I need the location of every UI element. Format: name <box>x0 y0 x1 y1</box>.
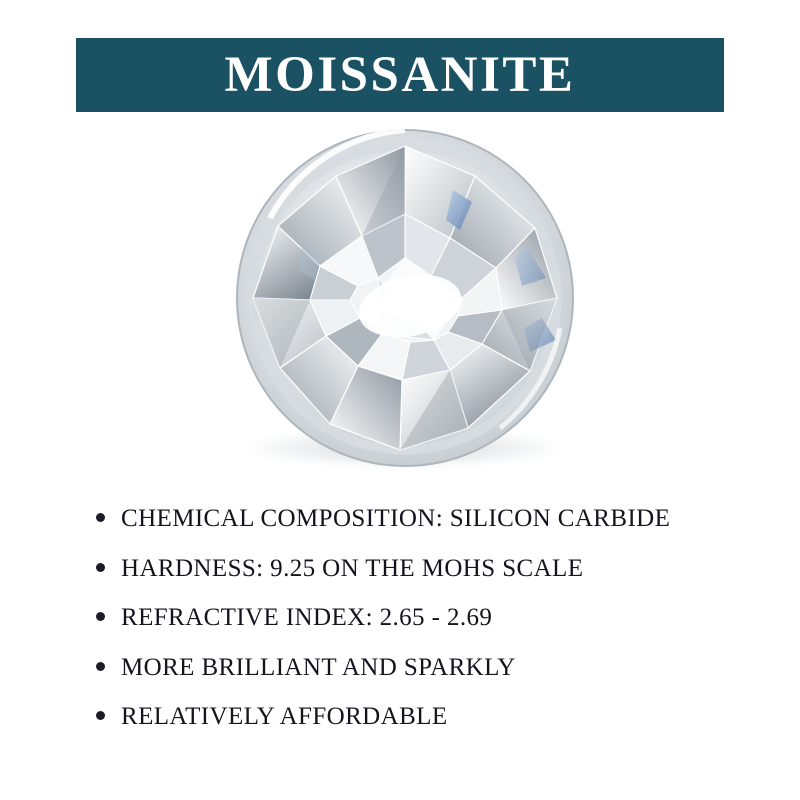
list-item <box>96 703 746 731</box>
facts-list <box>96 505 746 753</box>
bullet-dot-icon <box>96 662 105 671</box>
page-title: MOISSANITE <box>224 46 576 103</box>
list-item-label: HARDNESS: 9.25 ON THE MOHS SCALE <box>121 554 584 582</box>
list-item <box>96 654 746 682</box>
list-item-label: MORE BRILLIANT AND SPARKLY <box>121 653 516 681</box>
bullet-dot-icon <box>96 513 105 522</box>
bullet-dot-icon <box>96 711 105 720</box>
bullet-dot-icon <box>96 563 105 572</box>
list-item-label: RELATIVELY AFFORDABLE <box>121 703 448 730</box>
list-item <box>96 555 746 583</box>
gemstone-illustration <box>210 128 600 488</box>
list-item-label: REFRACTIVE INDEX: 2.65 - 2.69 <box>121 604 493 631</box>
diamond-icon <box>210 128 600 488</box>
list-item <box>96 505 746 533</box>
title-banner <box>76 38 724 112</box>
bullet-dot-icon <box>96 612 105 621</box>
list-item-label: CHEMICAL COMPOSITION: SILICON CARBIDE <box>121 505 671 532</box>
list-item <box>96 604 746 632</box>
